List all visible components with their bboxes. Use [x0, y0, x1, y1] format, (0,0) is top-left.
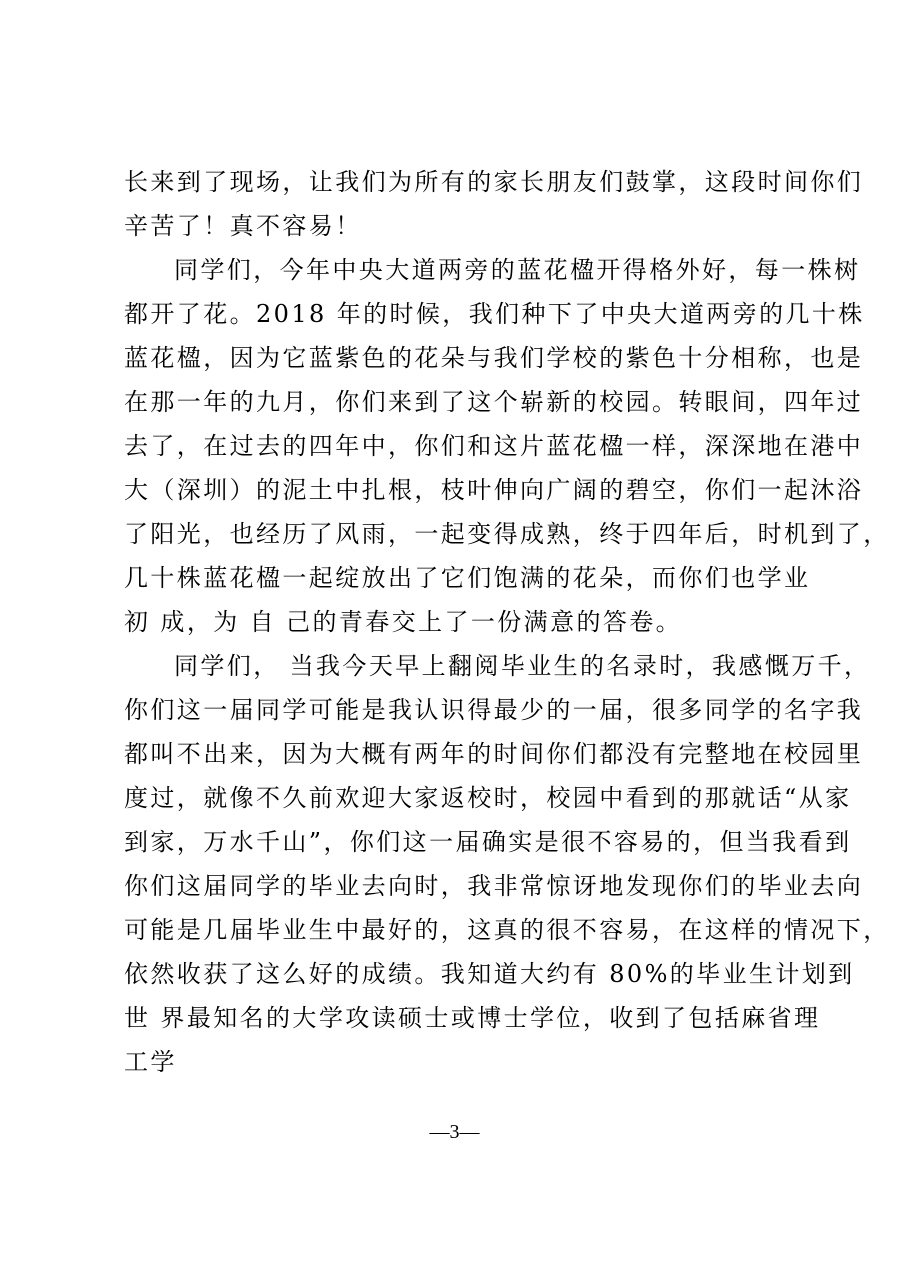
- text-line: 都叫不出来，因为大概有两年的时间你们都没有完整地在校园里: [124, 740, 864, 768]
- text-line: 同学们，今年中央大道两旁的蓝花楹开得格外好，每一株树: [174, 256, 861, 284]
- text-line: 同学们， 当我今天早上翻阅毕业生的名录时，我感慨万千，: [174, 652, 871, 680]
- page-number: —3—: [429, 1121, 480, 1143]
- text-line: 辛苦了！真不容易！: [124, 212, 362, 240]
- text-line: 长来到了现场，让我们为所有的家长朋友们鼓掌，这段时间你们: [124, 168, 864, 196]
- text-line: 几十株蓝花楹一起绽放出了它们饱满的花朵，而你们也学业: [124, 564, 811, 592]
- text-line: 大（深圳）的泥土中扎根，枝叶伸向广阔的碧空，你们一起沐浴: [124, 476, 864, 504]
- text-line: 你们这届同学的毕业去向时，我非常惊讶地发现你们的毕业去向: [124, 872, 864, 900]
- text-line: 了阳光，也经历了风雨，一起变得成熟，终于四年后，时机到了，: [124, 520, 890, 548]
- text-line: 你们这一届同学可能是我认识得最少的一届，很多同学的名字我: [124, 696, 864, 724]
- text-line: 都开了花。2018 年的时候，我们种下了中央大道两旁的几十株: [124, 300, 865, 328]
- text-line: 世 界最知名的大学攻读硕士或博士学位，收到了包括麻省理: [124, 1004, 821, 1032]
- text-line: 可能是几届毕业生中最好的，这真的很不容易，在这样的情况下，: [124, 916, 890, 944]
- body-text: [124, 160, 890, 1084]
- text-line: 到家，万水千山”，你们这一届确实是很不容易的，但当我看到: [124, 828, 852, 856]
- text-line: 在那一年的九月，你们来到了这个崭新的校园。转眼间，四年过: [124, 388, 864, 416]
- text-line: 初 成，为 自 己的青春交上了一份满意的答卷。: [124, 608, 683, 636]
- text-line: 度过，就像不久前欢迎大家返校时，校园中看到的那就话“从家: [124, 784, 852, 812]
- text-line: 依然收获了这么好的成绩。我知道大约有 80%的毕业生计划到: [124, 960, 855, 988]
- text-line: 蓝花楹，因为它蓝紫色的花朵与我们学校的紫色十分相称，也是: [124, 344, 864, 372]
- text-line: 去了，在过去的四年中，你们和这片蓝花楹一样，深深地在港中: [124, 432, 864, 460]
- text-line: 工学: [124, 1048, 177, 1076]
